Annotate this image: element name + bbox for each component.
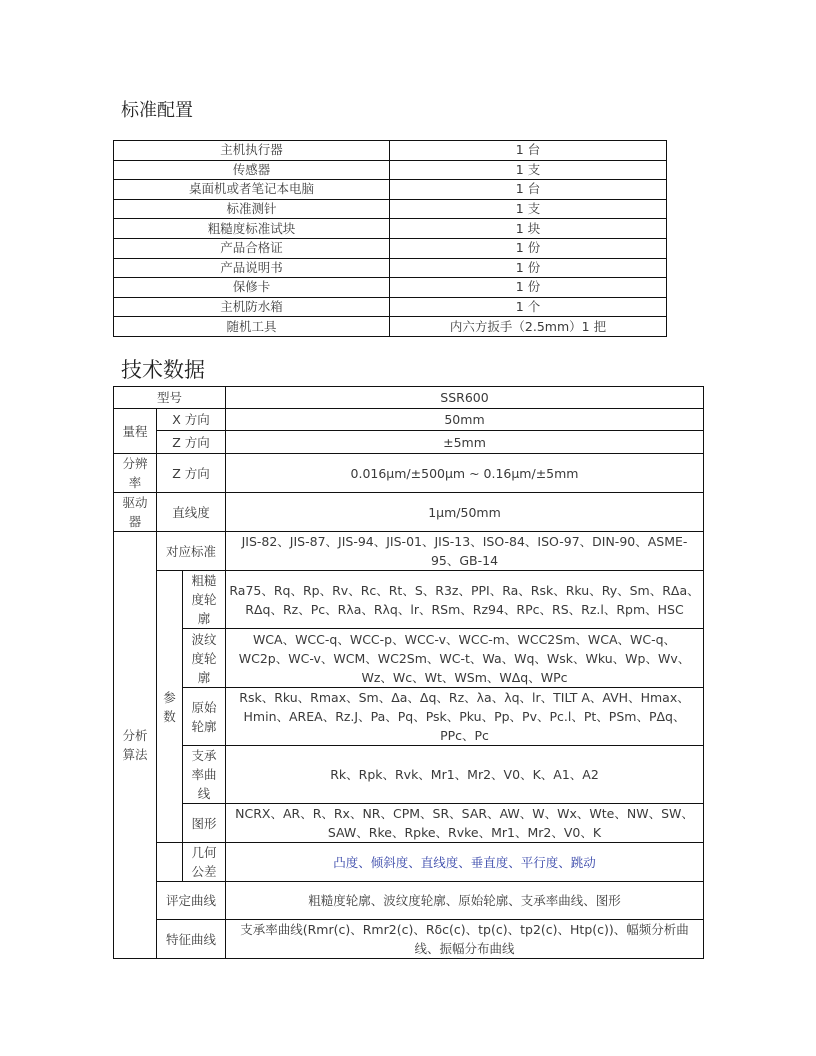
table-row-feature-curves <box>114 920 704 959</box>
config-qty: 1 支 <box>390 199 667 219</box>
drive-value: 1μm/50mm <box>226 493 704 532</box>
eval-curves-value: 粗糙度轮廓、波纹度轮廓、原始轮廓、支承率曲线、图形 <box>226 882 704 920</box>
standard-config-heading: 标准配置 <box>121 100 193 121</box>
resolution-label: 分辨率 <box>114 454 157 493</box>
graphic-label: 图形 <box>183 804 226 843</box>
range-label: 量程 <box>114 409 157 454</box>
config-item: 传感器 <box>114 160 390 180</box>
tech-data-table <box>113 386 704 959</box>
roughness-value: Ra75、Rq、Rp、Rv、Rc、Rt、S、R3z、PPI、Ra、Rsk、Rku、Ry、Sm、RΔa、RΔq、Rz、Pc、Rλa、Rλq、lr、RSm、Rz94、RPc、RS、Rz.l、Rpm、HSC <box>226 571 704 629</box>
table-row <box>114 317 667 337</box>
range-x-label: X 方向 <box>157 409 226 431</box>
config-qty: 内六方扳手（2.5mm）1 把 <box>390 317 667 337</box>
config-item: 标准测针 <box>114 199 390 219</box>
config-qty: 1 支 <box>390 160 667 180</box>
config-item: 主机执行器 <box>114 141 390 161</box>
table-row-graphic <box>114 804 704 843</box>
resolution-value: 0.016μm/±500μm ~ 0.16μm/±5mm <box>226 454 704 493</box>
drive-sub-label: 直线度 <box>157 493 226 532</box>
model-value: SSR600 <box>226 387 704 409</box>
table-row <box>114 238 667 258</box>
geometric-value: 凸度、倾斜度、直线度、垂直度、平行度、跳动 <box>226 843 704 882</box>
feature-curves-label: 特征曲线 <box>157 920 226 959</box>
table-row-roughness <box>114 571 704 629</box>
range-z-value: ±5mm <box>226 431 704 454</box>
table-row <box>114 258 667 278</box>
config-qty: 1 份 <box>390 238 667 258</box>
table-row <box>114 278 667 298</box>
primary-label: 原始轮廓 <box>183 688 226 746</box>
range-x-value: 50mm <box>226 409 704 431</box>
table-row-drive <box>114 493 704 532</box>
waviness-label: 波纹度轮廓 <box>183 629 226 688</box>
standard-config-table <box>113 140 667 337</box>
feature-curves-value: 支承率曲线(Rmr(c)、Rmr2(c)、Rδc(c)、tp(c)、tp2(c)、Htp(c))、幅频分析曲线、振幅分布曲线 <box>226 920 704 959</box>
table-row-primary <box>114 688 704 746</box>
table-row <box>114 297 667 317</box>
standards-label: 对应标准 <box>157 532 226 571</box>
table-row-resolution <box>114 454 704 493</box>
table-row <box>114 180 667 200</box>
table-row <box>114 160 667 180</box>
roughness-label: 粗糙度轮廓 <box>183 571 226 629</box>
config-item: 桌面机或者笔记本电脑 <box>114 180 390 200</box>
standards-value: JIS-82、JIS-87、JIS-94、JIS-01、JIS-13、ISO-84、ISO-97、DIN-90、ASME-95、GB-14 <box>226 532 704 571</box>
table-row <box>114 141 667 161</box>
geometric-label: 几何公差 <box>183 843 226 882</box>
table-row-waviness <box>114 629 704 688</box>
table-row-eval-curves <box>114 882 704 920</box>
config-qty: 1 个 <box>390 297 667 317</box>
params-label: 参数 <box>157 571 183 843</box>
drive-label: 驱动器 <box>114 493 157 532</box>
config-qty: 1 台 <box>390 141 667 161</box>
config-item: 产品合格证 <box>114 238 390 258</box>
resolution-sub-label: Z 方向 <box>157 454 226 493</box>
bearing-label: 支承率曲线 <box>183 746 226 804</box>
analysis-label: 分析算法 <box>114 532 157 959</box>
primary-value: Rsk、Rku、Rmax、Sm、Δa、Δq、Rz、λa、λq、lr、TILT A、AVH、Hmax、Hmin、AREA、Rz.J、Pa、Pq、Psk、Pku、Pp、Pv、Pc.l、Pt、PSm、PΔq、PPc、Pc <box>226 688 704 746</box>
config-qty: 1 块 <box>390 219 667 239</box>
geometric-empty-cell <box>157 843 183 882</box>
config-qty: 1 台 <box>390 180 667 200</box>
config-qty: 1 份 <box>390 258 667 278</box>
config-item: 粗糙度标准试块 <box>114 219 390 239</box>
range-z-label: Z 方向 <box>157 431 226 454</box>
table-row-bearing <box>114 746 704 804</box>
config-item: 主机防水箱 <box>114 297 390 317</box>
table-row-model <box>114 387 704 409</box>
model-label: 型号 <box>114 387 226 409</box>
waviness-value: WCA、WCC-q、WCC-p、WCC-v、WCC-m、WCC2Sm、WCA、WC-q、WC2p、WC-v、WCM、WC2Sm、WC-t、Wa、Wq、Wsk、Wku、Wp、Wv、Wz、Wc、Wt、WSm、WΔq、WPc <box>226 629 704 688</box>
tech-data-heading: 技术数据 <box>121 358 205 382</box>
table-row-range-z <box>114 431 704 454</box>
bearing-value: Rk、Rpk、Rvk、Mr1、Mr2、V0、K、A1、A2 <box>226 746 704 804</box>
eval-curves-label: 评定曲线 <box>157 882 226 920</box>
config-item: 随机工具 <box>114 317 390 337</box>
table-row-range-x <box>114 409 704 431</box>
table-row <box>114 199 667 219</box>
table-row-standards <box>114 532 704 571</box>
table-row-geometric <box>114 843 704 882</box>
table-row <box>114 219 667 239</box>
config-qty: 1 份 <box>390 278 667 298</box>
graphic-value: NCRX、AR、R、Rx、NR、CPM、SR、SAR、AW、W、Wx、Wte、NW、SW、SAW、Rke、Rpke、Rvke、Mr1、Mr2、V0、K <box>226 804 704 843</box>
config-item: 产品说明书 <box>114 258 390 278</box>
config-item: 保修卡 <box>114 278 390 298</box>
